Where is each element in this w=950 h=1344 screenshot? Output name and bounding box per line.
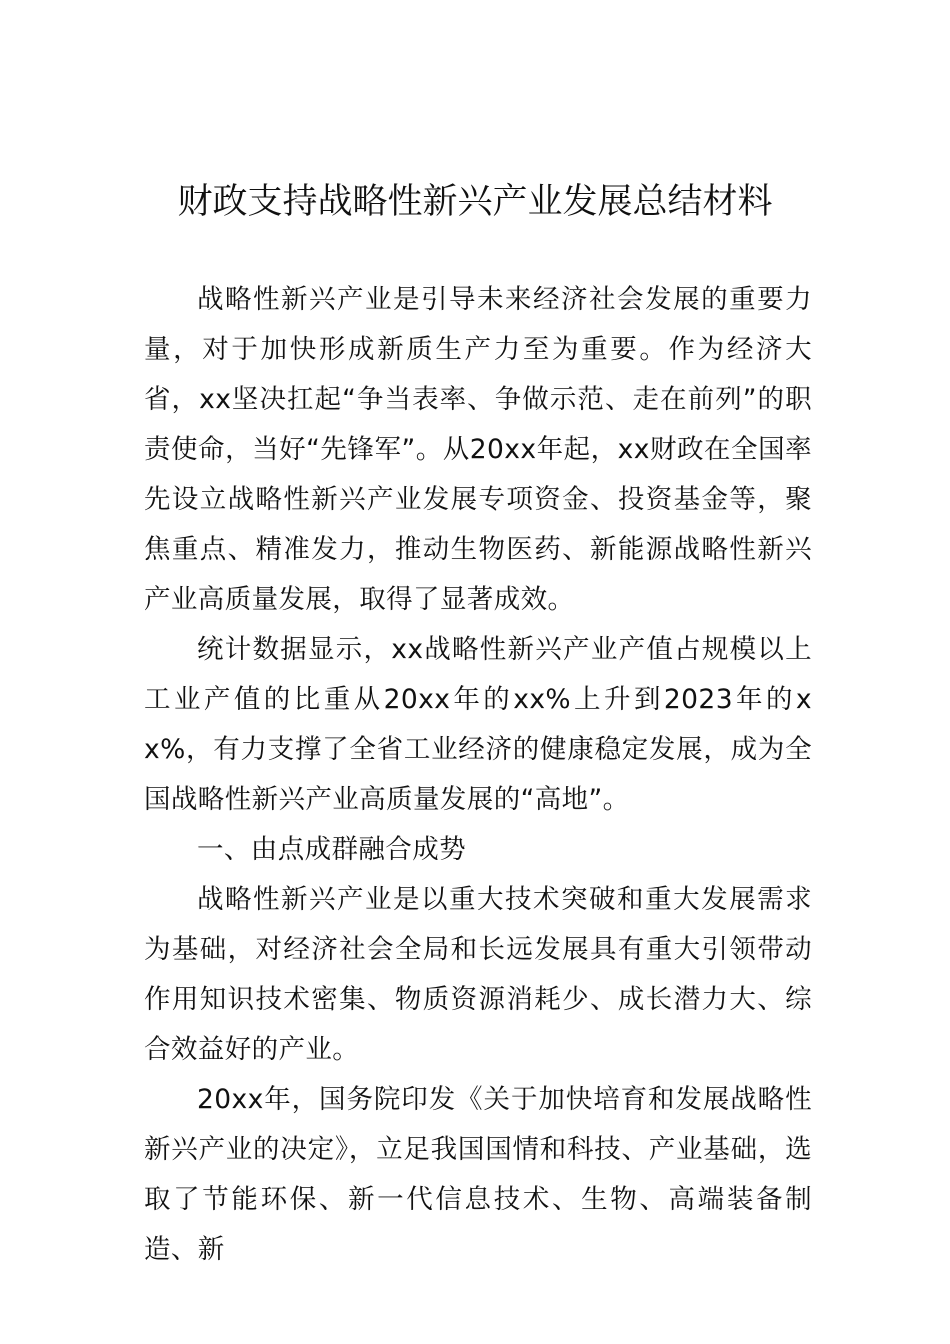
section-heading: 一、由点成群融合成势 <box>197 834 466 865</box>
paragraph-statistics: 统计数据显示，xx战略性新兴产业产值占规模以上工业产值的比重从20xx年的xx%上升到2023年的xx%，有力支撑了全省工业经济的健康稳定发展，成为全国战略性新兴产业高质量发展的“高地”。 <box>144 634 812 815</box>
paragraph-definition: 战略性新兴产业是以重大技术突破和重大发展需求为基础，对经济社会全局和长远发展具有重大引领带动作用知识技术密集、物质资源消耗少、成长潜力大、综合效益好的产业。 <box>144 884 812 1065</box>
document-body <box>144 275 812 1275</box>
document-title: 财政支持战略性新兴产业发展总结材料 <box>177 182 773 222</box>
paragraph-intro: 战略性新兴产业是引导未来经济社会发展的重要力量，对于加快形成新质生产力至为重要。作为经济大省，xx坚决扛起“争当表率、争做示范、走在前列”的职责使命，当好“先锋军”。从20xx年起，xx财政在全国率先设立战略性新兴产业发展专项资金、投资基金等，聚焦重点、精准发力，推动生物医药、新能源战略性新兴产业高质量发展，取得了显著成效。 <box>144 284 812 615</box>
paragraph-policy: 20xx年，国务院印发《关于加快培育和发展战略性新兴产业的决定》，立足我国国情和科技、产业基础，选取了节能环保、新一代信息技术、生物、高端装备制造、新 <box>144 1084 812 1265</box>
